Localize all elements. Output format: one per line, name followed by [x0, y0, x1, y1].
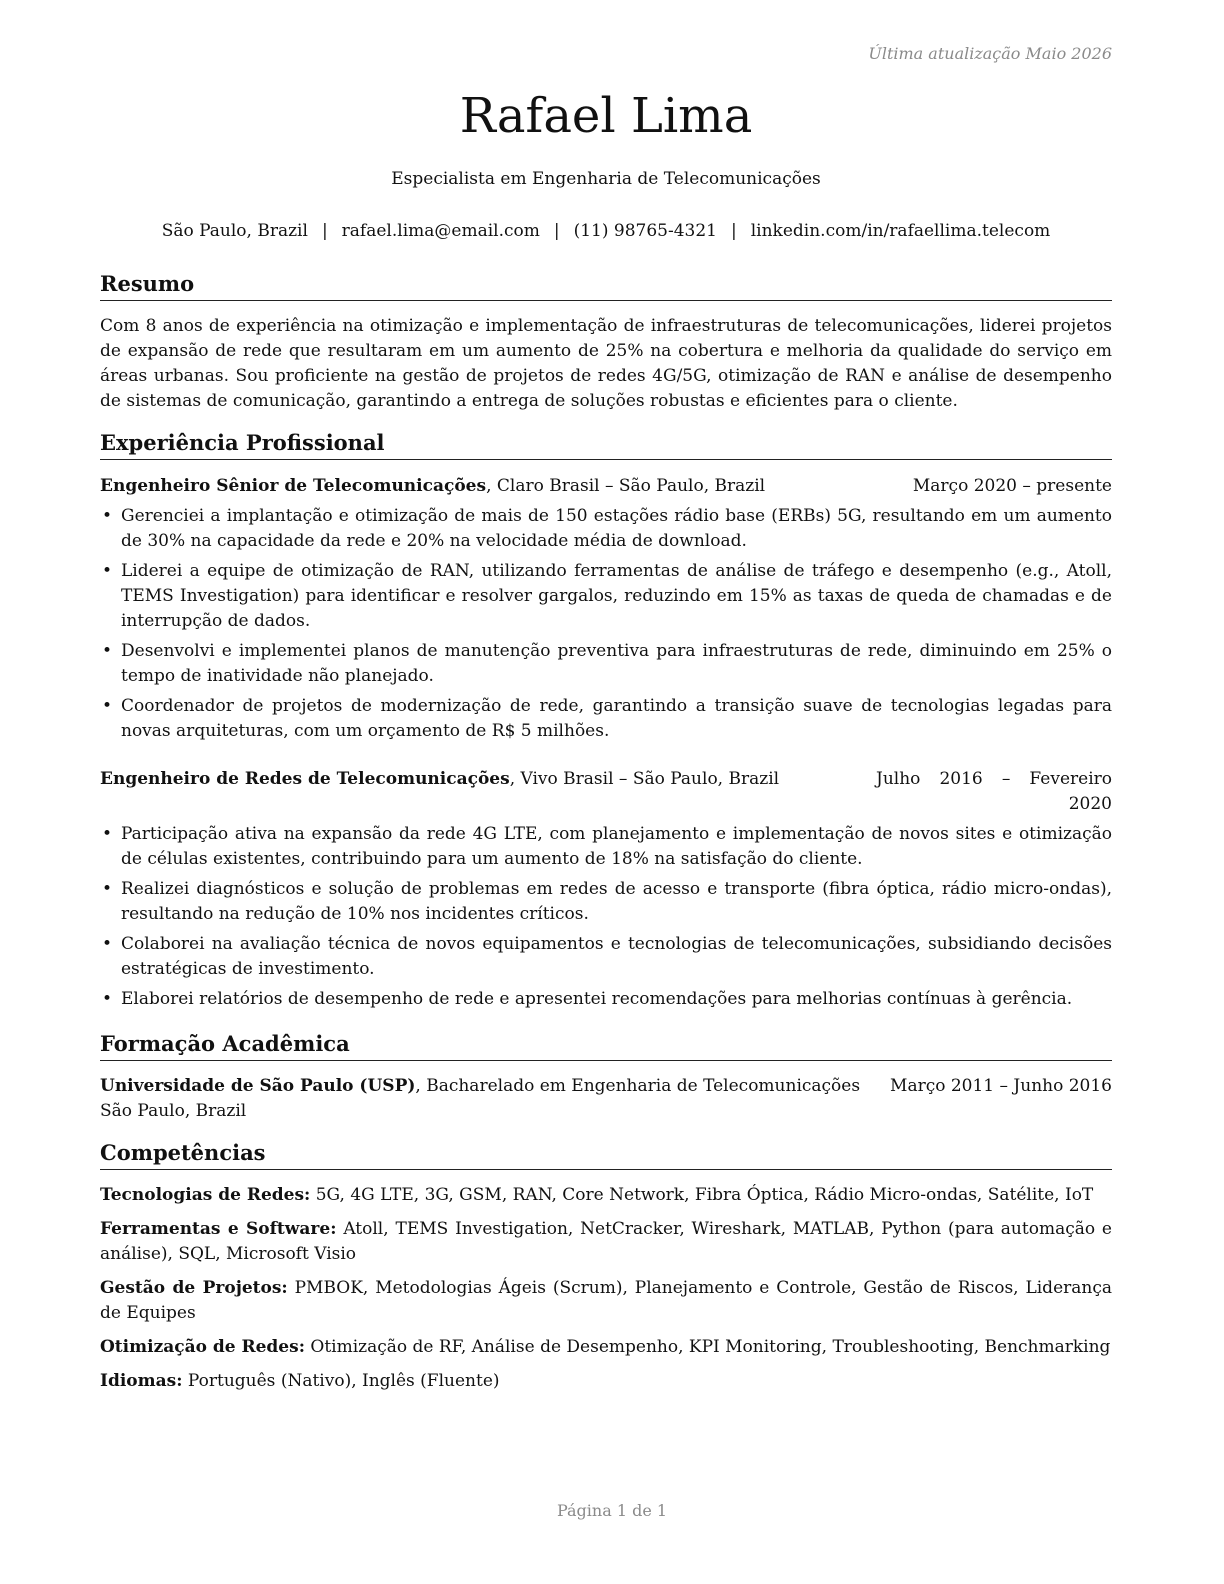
skill-label: Idiomas:: [100, 1371, 183, 1391]
job-header: [100, 767, 1112, 814]
list-item: • Realizei diagnósticos e solução de problemas em redes de acesso e transporte (fibra óptica, rádio micro-ondas), resultando na redução de 10% nos incidentes críticos.: [100, 877, 1112, 927]
skill-row: [100, 1217, 1112, 1267]
skill-value: Atoll, TEMS Investigation, NetCracker, Wireshark, MATLAB, Python (para automação e análise), SQL, Microsoft Visio: [100, 1219, 1112, 1264]
job-bullets: [100, 504, 1112, 749]
job-header: [100, 474, 1112, 499]
job-company: , Vivo Brasil – São Paulo, Brazil: [509, 769, 780, 789]
job-company: , Claro Brasil – São Paulo, Brazil: [486, 476, 766, 496]
skill-value: 5G, 4G LTE, 3G, GSM, RAN, Core Network, Fibra Óptica, Rádio Micro-ondas, Satélite, IoT: [310, 1185, 1094, 1205]
skill-row: [100, 1276, 1112, 1326]
contact-linkedin[interactable]: linkedin.com/in/rafaellima.telecom: [750, 221, 1051, 241]
skills-list: [100, 1183, 1112, 1403]
skill-label: Tecnologias de Redes:: [100, 1185, 311, 1205]
candidate-name: Rafael Lima: [459, 88, 753, 144]
skill-row: [100, 1183, 1112, 1208]
skill-row: [100, 1369, 1112, 1394]
skill-value: PMBOK, Metodologias Ágeis (Scrum), Planejamento e Controle, Gestão de Riscos, Liderança de Equipes: [100, 1278, 1112, 1323]
education-school: Universidade de São Paulo (USP): [100, 1076, 416, 1096]
summary-text: Com 8 anos de experiência na otimização e implementação de infraestruturas de telecomunicações, liderei projetos de expansão de rede que resultaram em um aumento de 25% na cobertura e melhoria da qualidade do serviço em áreas urbanas. Sou proficiente na gestão de projetos de redes 4G/5G, otimização de RAN e análise de desempenho de sistemas de comunicação, garantindo a entrega de soluções robustas e eficientes para o cliente.: [100, 316, 1112, 411]
skill-row: [100, 1335, 1112, 1360]
section-title-education: Formação Acadêmica: [100, 1030, 1112, 1061]
job-dates: Julho 2016 – Fevereiro 2020: [876, 769, 1112, 814]
skill-label: Ferramentas e Software:: [100, 1219, 337, 1239]
list-item: • Gerenciei a implantação e otimização de mais de 150 estações rádio base (ERBs) 5G, resultando em um aumento de 30% na capacidade da rede e 20% na velocidade média de download.: [100, 504, 1112, 554]
contact-email[interactable]: rafael.lima@email.com: [341, 221, 540, 241]
skill-label: Gestão de Projetos:: [100, 1278, 288, 1298]
list-item: • Elaborei relatórios de desempenho de rede e apresentei recomendações para melhorias contínuas à gerência.: [100, 987, 1112, 1012]
list-item: • Desenvolvi e implementei planos de manutenção preventiva para infraestruturas de rede, diminuindo em 25% o tempo de inatividade não planejado.: [100, 639, 1112, 689]
list-item: • Liderei a equipe de otimização de RAN, utilizando ferramentas de análise de tráfego e desempenho (e.g., Atoll, TEMS Investigation) para identificar e resolver gargalos, reduzindo em 15% as taxas de queda de chamadas e de interrupção de dados.: [100, 559, 1112, 634]
section-title-skills: Competências: [100, 1139, 1112, 1170]
job-bullets: [100, 822, 1112, 1017]
list-item: • Colaborei na avaliação técnica de novos equipamentos e tecnologias de telecomunicações, subsidiando decisões estratégicas de investimento.: [100, 932, 1112, 982]
contact-separator: |: [731, 221, 737, 241]
contact-location: São Paulo, Brazil: [161, 221, 308, 241]
page-number: Página 1 de 1: [556, 1501, 668, 1520]
contact-line: [100, 219, 1112, 243]
skill-label: Otimização de Redes:: [100, 1337, 305, 1357]
job-role: Engenheiro de Redes de Telecomunicações: [100, 769, 510, 789]
skill-value: Português (Nativo), Inglês (Fluente): [182, 1371, 500, 1391]
headline: Especialista em Engenharia de Telecomunicações: [391, 169, 821, 189]
skill-value: Otimização de RF, Análise de Desempenho, KPI Monitoring, Troubleshooting, Benchmarking: [304, 1337, 1111, 1357]
education-entry: [100, 1074, 1112, 1124]
education-degree: , Bacharelado em Engenharia de Telecomunicações: [415, 1076, 861, 1096]
section-title-summary: Resumo: [100, 270, 1112, 301]
contact-phone: (11) 98765-4321: [573, 221, 717, 241]
job-role: Engenheiro Sênior de Telecomunicações: [100, 476, 487, 496]
list-item: • Participação ativa na expansão da rede 4G LTE, com planejamento e implementação de novos sites e otimização de células existentes, contribuindo para um aumento de 18% na satisfação do cliente.: [100, 822, 1112, 872]
list-item: • Coordenador de projetos de modernização de rede, garantindo a transição suave de tecnologias legadas para novas arquiteturas, com um orçamento de R$ 5 milhões.: [100, 694, 1112, 744]
education-location: São Paulo, Brazil: [100, 1101, 247, 1121]
section-title-experience: Experiência Profissional: [100, 429, 1112, 460]
last-updated: Última atualização Maio 2026: [868, 44, 1112, 63]
education-dates: Março 2011 – Junho 2016: [890, 1076, 1112, 1096]
contact-separator: |: [321, 221, 328, 241]
contact-separator: |: [553, 221, 560, 241]
job-dates: Março 2020 – presente: [912, 476, 1112, 496]
